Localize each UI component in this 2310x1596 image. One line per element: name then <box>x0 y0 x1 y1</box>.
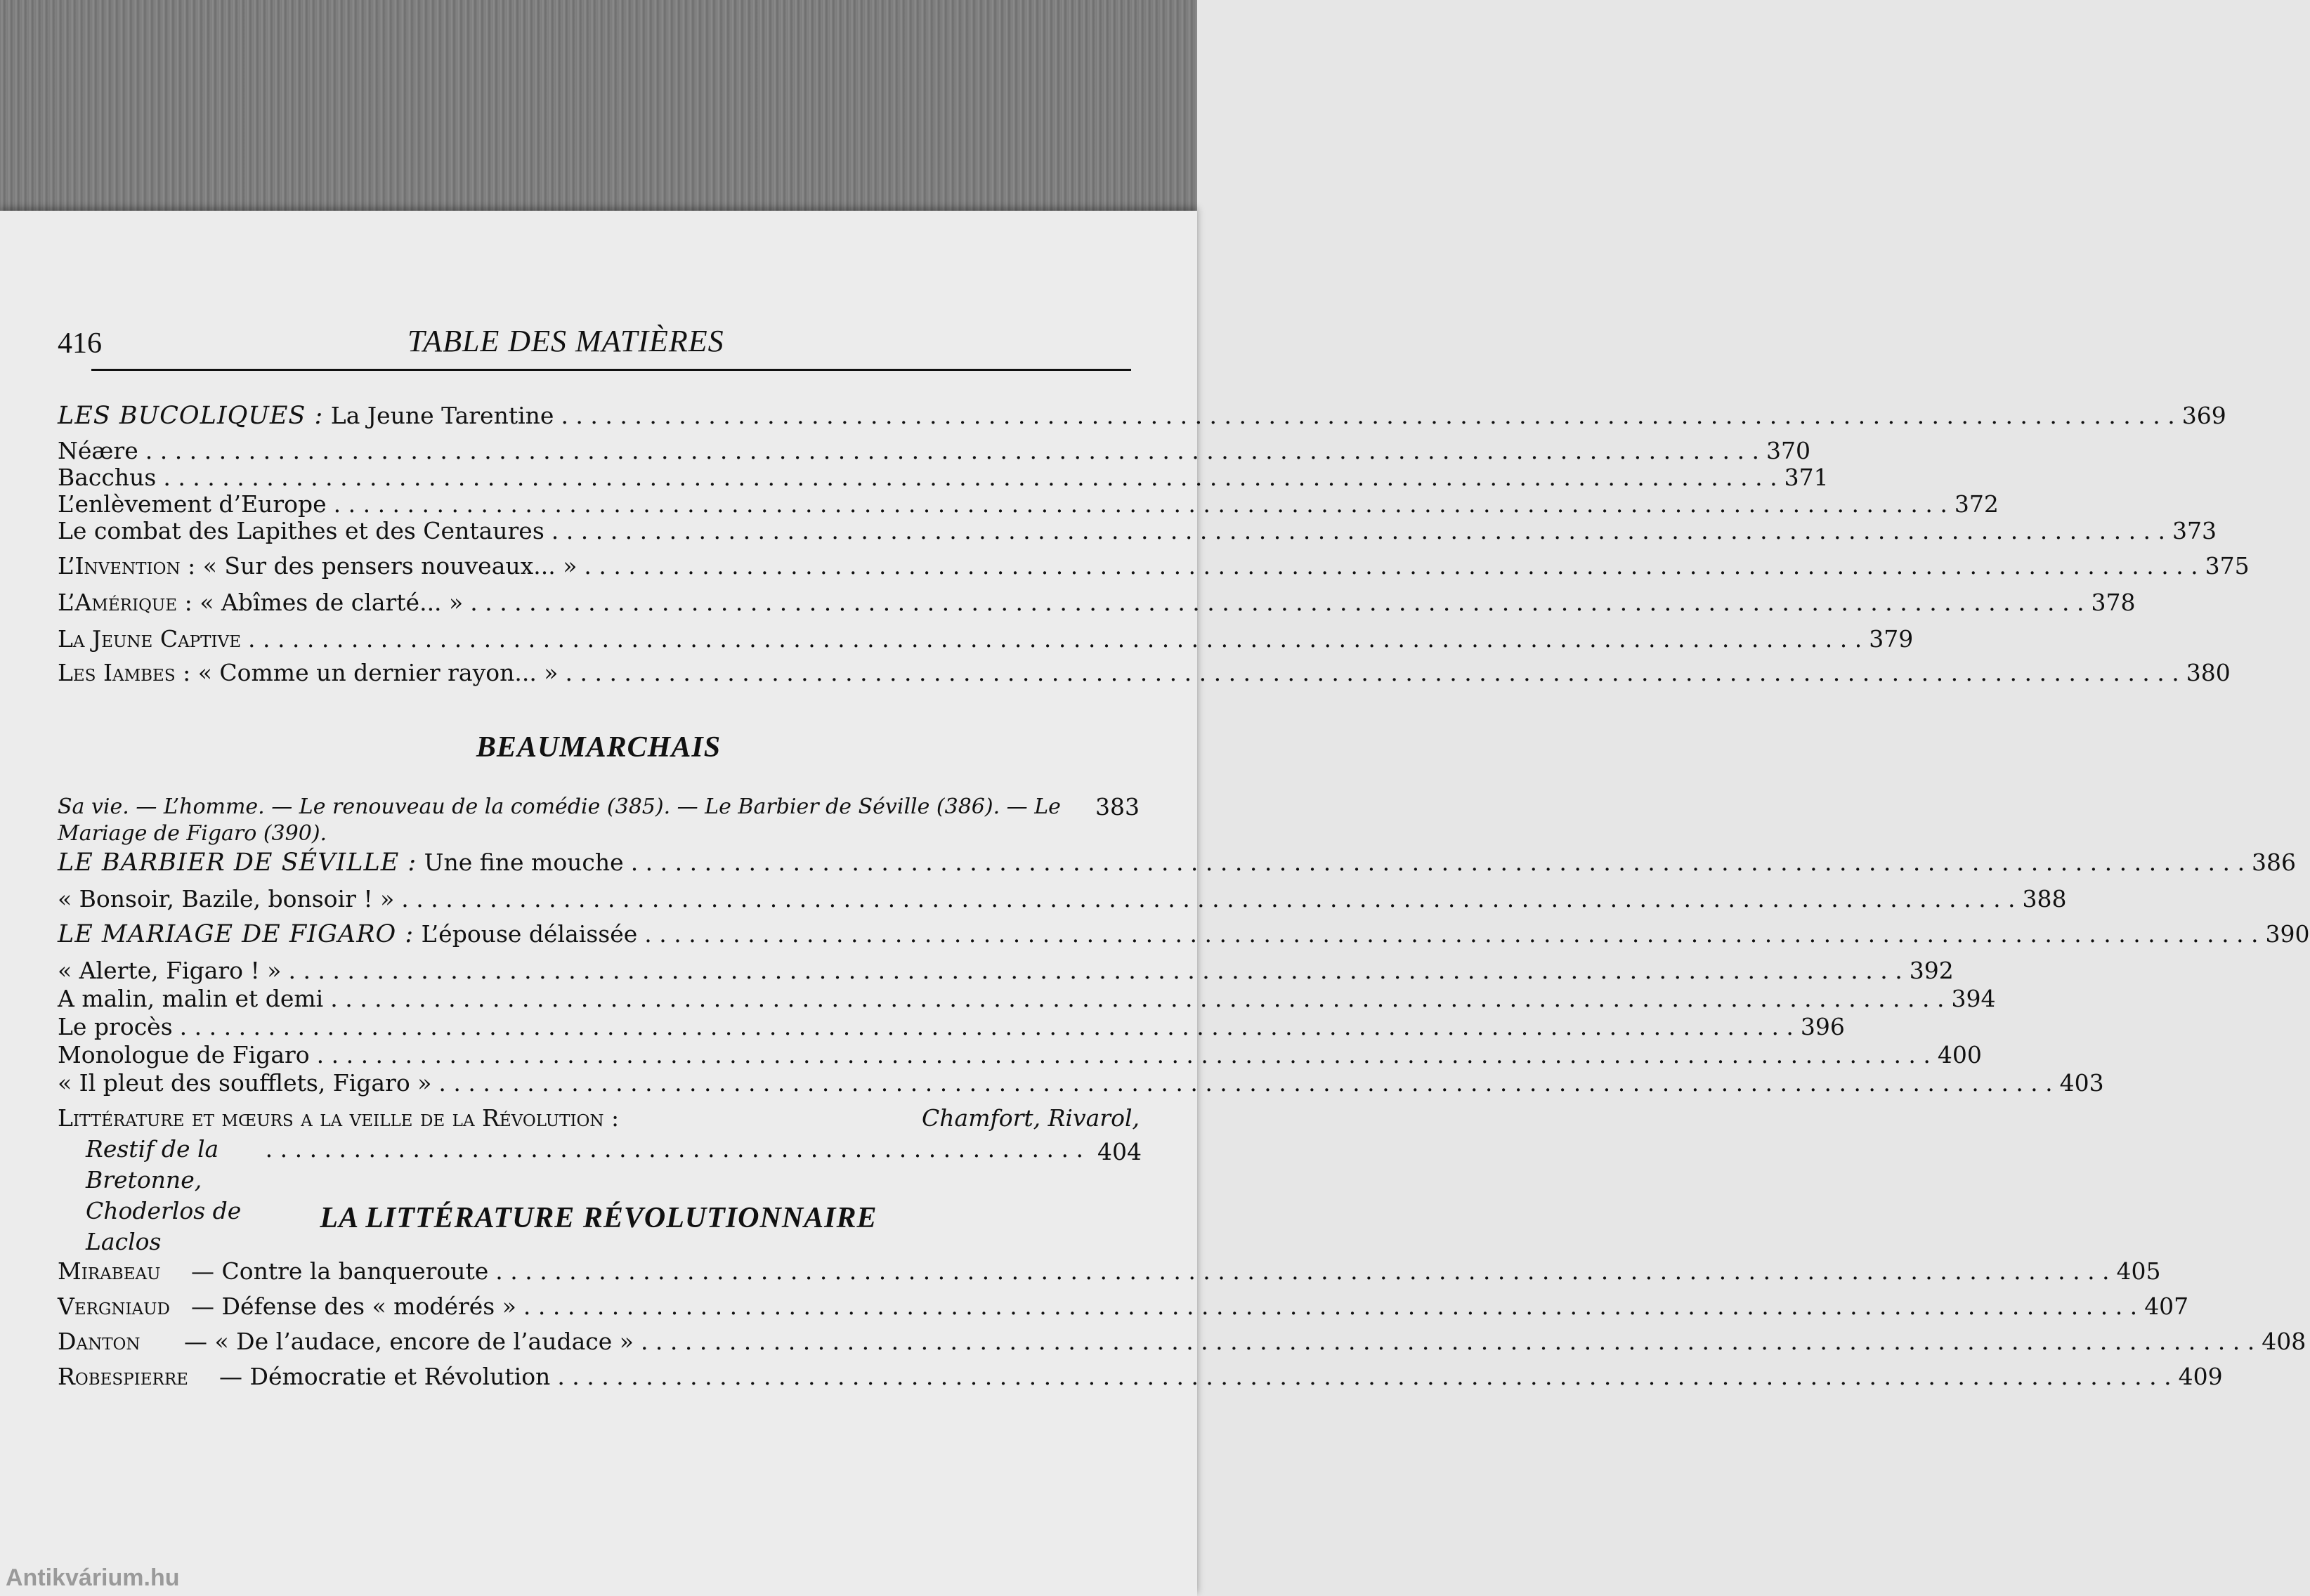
entry-title: A malin, malin et demi <box>58 985 324 1012</box>
entry-page: 373 <box>2172 517 2217 544</box>
entry-title: Néære <box>58 437 138 464</box>
leader-dots <box>248 625 1862 653</box>
leader-dots <box>495 1257 2109 1285</box>
entry-title: La Jeune Tarentine <box>330 402 554 429</box>
entry-work-title: Littérature et mœurs a la veille de la Révolution : <box>58 1104 620 1132</box>
toc-entry <box>58 437 1810 465</box>
leader-dots <box>641 1328 2254 1355</box>
leader-dots <box>557 1363 2171 1390</box>
entry-title: Monologue de Figaro <box>58 1041 310 1068</box>
entry-page: 400 <box>1937 1041 1982 1068</box>
entry-page: 371 <box>1784 464 1829 491</box>
entry-work-title: LE MARIAGE DE FIGARO : <box>58 920 415 948</box>
entry-title: — Démocratie et Révolution <box>219 1363 551 1390</box>
entry-work-title: Les Iambes <box>58 659 176 686</box>
entry-page: 409 <box>2178 1363 2223 1390</box>
toc-entry <box>58 985 1996 1013</box>
leader-dots <box>401 885 2015 913</box>
entry-page: 390 <box>2265 920 2310 948</box>
leader-dots <box>552 517 2165 544</box>
leader-dots: . . . . . . . . . . . . . . . . . . . . . . . . . . . . . . . . . . . . . . . . . . . . . . . . . . . . . . . . <box>265 1135 1083 1163</box>
entry-work-title: La Jeune Captive <box>58 625 241 653</box>
toc-entry <box>58 402 2226 430</box>
entry-title: « Bonsoir, Bazile, bonsoir ! » <box>58 885 395 913</box>
entry-title: Bacchus <box>58 464 157 491</box>
entry-page: 378 <box>2091 589 2136 616</box>
toc-entry <box>58 517 2217 545</box>
entry-title: L’enlèvement d’Europe <box>58 490 327 518</box>
entry-title: L’épouse délaissée <box>421 920 638 948</box>
leader-dots <box>438 1069 2052 1097</box>
header-rule <box>91 369 1131 371</box>
entry-page: 396 <box>1800 1013 1845 1040</box>
entry-page: 407 <box>2144 1293 2189 1320</box>
page-number: 416 <box>58 327 102 360</box>
entry-title: Une fine mouche <box>424 849 624 876</box>
entry-page: 380 <box>2186 659 2231 686</box>
entry-title: — « De l’audace, encore de l’audace » <box>184 1328 634 1355</box>
entry-title: : « Abîmes de clarté... » <box>184 589 464 616</box>
leader-dots <box>566 659 2179 686</box>
leader-dots <box>317 1041 1931 1068</box>
entry-page: 386 <box>2251 849 2296 876</box>
leader-dots <box>631 849 2245 876</box>
toc-entry <box>58 849 2296 877</box>
toc-entry <box>58 1363 2223 1391</box>
toc-entry <box>58 1041 1982 1069</box>
leader-dots <box>584 552 2198 580</box>
toc-entry <box>58 659 2231 687</box>
entry-page: 370 <box>1766 437 1810 464</box>
entry-page: 408 <box>2262 1328 2306 1355</box>
entry-title: : « Comme un dernier rayon... » <box>183 659 559 686</box>
entry-author: Mirabeau <box>58 1257 161 1285</box>
leader-dots <box>330 985 1944 1012</box>
entry-page: 405 <box>2116 1257 2161 1285</box>
toc-entry <box>58 1013 1845 1041</box>
toc-entry <box>58 920 2310 948</box>
entry-title: Le procès <box>58 1013 173 1040</box>
toc-entry <box>58 552 2250 580</box>
section-heading-beaumarchais: BEAUMARCHAIS <box>476 731 722 764</box>
toc-entry <box>58 1328 2306 1356</box>
entry-page: 394 <box>1951 985 1996 1012</box>
entry-title: Le combat des Lapithes et des Centaures <box>58 517 544 544</box>
leader-dots <box>180 1013 1794 1040</box>
toc-entry <box>58 490 1999 518</box>
leader-dots <box>145 437 1759 464</box>
entry-work-title: L’Amérique <box>58 589 178 616</box>
entry-title: : « Sur des pensers nouveaux... » <box>188 552 578 580</box>
toc-entry <box>58 589 2136 617</box>
entry-work-title: LES BUCOLIQUES : <box>58 402 324 430</box>
entry-page: 403 <box>2059 1069 2104 1097</box>
leader-dots <box>644 920 2258 948</box>
entry-work-title: L’Invention <box>58 552 181 580</box>
entry-title: « Il pleut des soufflets, Figaro » <box>58 1069 432 1097</box>
entry-title: Restif de la Bretonne, Choderlos de Laclos <box>86 1135 242 1255</box>
intro-line: Sa vie. — L’homme. — Le renouveau de la comédie (385). — Le Barbier de Séville (386). — Le <box>58 794 1061 819</box>
leader-dots <box>334 490 1947 518</box>
section-heading-revolution: LA LITTÉRATURE RÉVOLUTIONNAIRE <box>320 1202 877 1234</box>
leader-dots <box>523 1293 2137 1320</box>
toc-entry <box>58 625 1914 653</box>
toc-entry <box>58 1257 2161 1286</box>
entry-page: 375 <box>2205 552 2250 580</box>
toc-entry <box>58 957 1954 985</box>
leader-dots <box>163 464 1777 491</box>
leader-dots <box>561 402 2174 429</box>
entry-page: 379 <box>1869 625 1914 653</box>
toc-entry <box>58 885 2067 913</box>
beaumarchais-intro <box>58 794 1140 847</box>
toc-entry <box>58 1293 2189 1321</box>
intro-line: Mariage de Figaro (390). <box>58 821 327 846</box>
toc-entry <box>58 464 1829 492</box>
leader-dots <box>288 957 1902 984</box>
entry-title: « Alerte, Figaro ! » <box>58 957 282 984</box>
entry-title: Chamfort, Rivarol, <box>922 1104 1140 1132</box>
desk-background <box>0 0 1197 214</box>
entry-author: Robespierre <box>58 1363 188 1390</box>
entry-page: 369 <box>2181 402 2226 429</box>
entry-author: Danton <box>58 1328 141 1355</box>
book-page <box>0 211 2310 1596</box>
entry-page: 392 <box>1909 957 1954 984</box>
running-title: TABLE DES MATIÈRES <box>407 324 724 358</box>
watermark: Antikvárium.hu <box>6 1564 180 1591</box>
entry-page: 372 <box>1954 490 1999 518</box>
leader-dots <box>470 589 2084 616</box>
entry-page: 404 <box>1097 1138 1142 1165</box>
entry-title: — Contre la banqueroute <box>191 1257 489 1285</box>
entry-page: 388 <box>2022 885 2067 913</box>
toc-entry <box>58 1069 2104 1097</box>
entry-title: — Défense des « modérés » <box>191 1293 516 1320</box>
entry-work-title: LE BARBIER DE SÉVILLE : <box>58 849 417 877</box>
entry-page: 383 <box>1095 793 1140 820</box>
entry-author: Vergniaud <box>58 1293 170 1320</box>
